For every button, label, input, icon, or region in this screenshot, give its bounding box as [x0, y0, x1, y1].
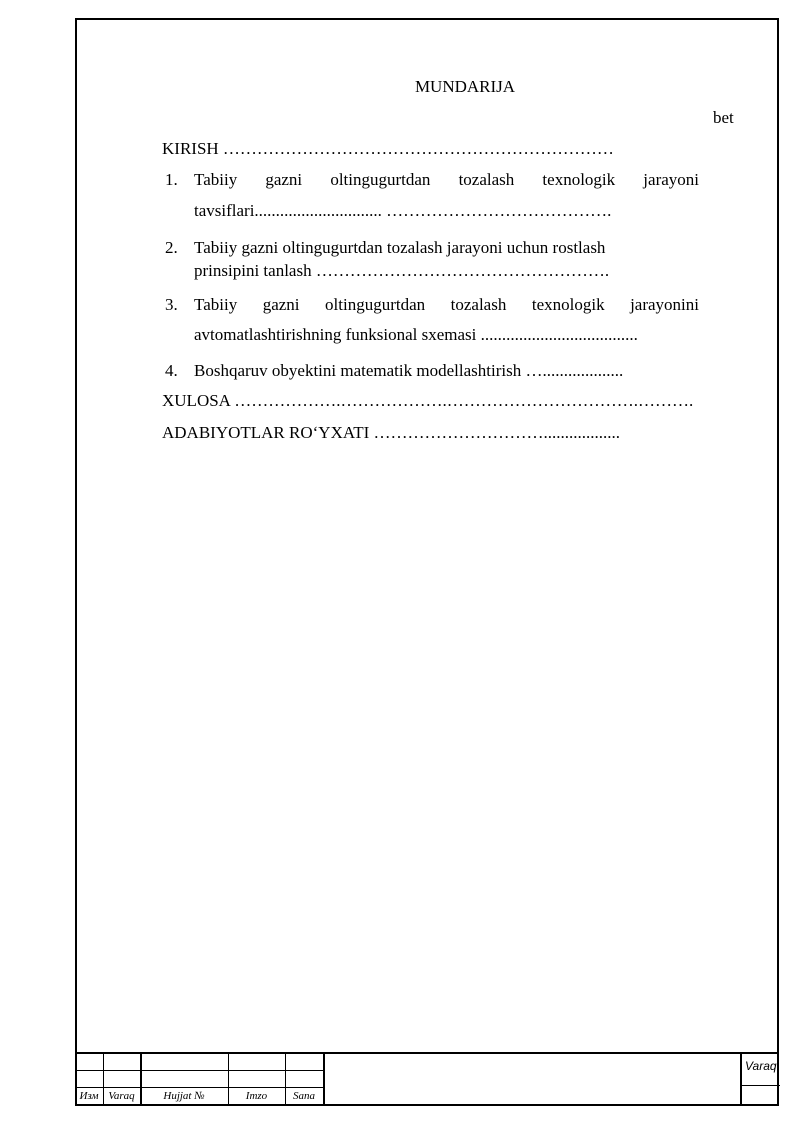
toc-item-number: 3. [165, 295, 178, 314]
stamp-divider [323, 1053, 325, 1105]
toc-item-1-line2: tavsiflari.............................. …………………………………. [194, 201, 612, 220]
stamp-divider [740, 1053, 742, 1105]
stamp-row-line [740, 1085, 780, 1086]
toc-entry-kirish: KIRISH …………………………………………………………… [162, 139, 614, 158]
toc-item-2-line1: Tabiiy gazni oltingugurtdan tozalash jarayoni uchun rostlash [194, 238, 606, 257]
stamp-label-sana: Sana [293, 1090, 315, 1102]
stamp-label-izm: Изм [79, 1090, 99, 1102]
page-column-label: bet [713, 108, 734, 127]
stamp-row-line [75, 1087, 324, 1088]
toc-item-2-line2: prinsipini tanlash ……………………………………………. [194, 261, 610, 280]
stamp-top-border [75, 1052, 779, 1054]
toc-item-1-line1: Tabiiy gazni oltingugurtdan tozalash texnologik jarayoni [194, 170, 699, 189]
toc-item-number: 4. [165, 361, 178, 380]
page-title: MUNDARIJA [414, 77, 516, 96]
toc-item-number: 1. [165, 170, 178, 189]
toc-item-number: 2. [165, 238, 178, 257]
toc-entry-adabiyotlar: ADABIYOTLAR RO‘YXATI ………………………….................. [162, 423, 621, 442]
toc-entry-xulosa: XULOSA ……………….……………….…………………………….………. [162, 391, 694, 410]
stamp-label-imzo: Imzo [245, 1090, 268, 1102]
toc-item-3-line1: Tabiiy gazni oltingugurtdan tozalash texnologik jarayonini [194, 295, 699, 314]
stamp-sheet-label: Varaq [745, 1059, 777, 1073]
stamp-label-hujjat: Hujjat № [163, 1090, 205, 1102]
stamp-label-varaq: Varaq [108, 1090, 135, 1102]
toc-item-3-line2: avtomatlashtirishning funksional sxemasi ..................................... [194, 325, 638, 344]
stamp-row-line [75, 1070, 324, 1071]
toc-item-4-line1: Boshqaruv obyektini matematik modellashtirish …................... [194, 361, 624, 380]
